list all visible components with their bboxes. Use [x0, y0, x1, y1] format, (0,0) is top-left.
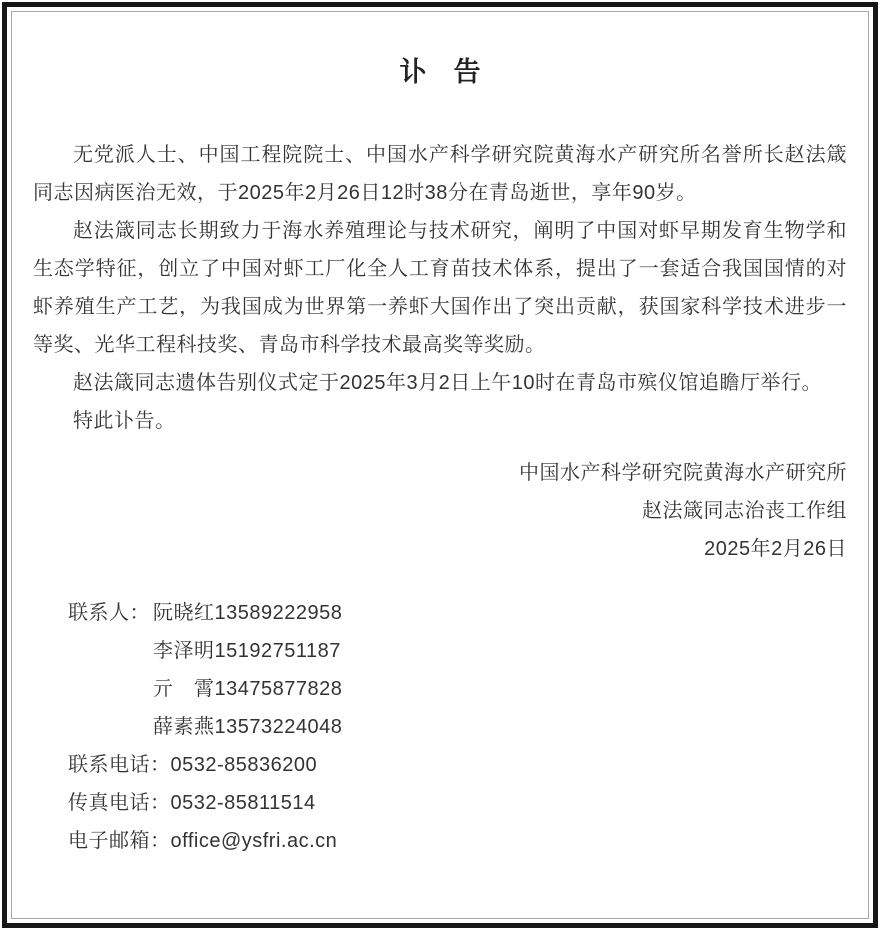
contact-phone-number: 0532-85836200 — [170, 754, 318, 776]
contact-person-row-4 — [68, 708, 847, 746]
document-content — [12, 12, 868, 860]
contact-person-row-1 — [68, 594, 847, 632]
contact-block — [33, 594, 847, 860]
contact-person-row-3 — [68, 670, 847, 708]
contact-fax-label: 传真电话： — [68, 792, 171, 814]
paragraph-closing: 特此讣告。 — [73, 410, 176, 432]
contact-fax-number: 0532-85811514 — [170, 792, 316, 814]
paragraph-death-announcement: 无党派人士、中国工程院院士、中国水产科学研究院黄海水产研究所名誉所长赵法箴同志因病医治无效，于2025年2月26日12时38分在青岛逝世，享年90岁。 — [33, 144, 847, 204]
paragraph-ceremony-arrangement: 赵法箴同志遗体告别仪式定于2025年3月2日上午10时在青岛市殡仪馆追瞻厅举行。 — [73, 372, 822, 394]
signature-organization: 中国水产科学研究院黄海水产研究所 — [519, 462, 847, 484]
contact-person-row-2 — [68, 632, 847, 670]
signature-date: 2025年2月26日 — [704, 538, 847, 560]
contact-fax-row — [68, 784, 847, 822]
contact-email-address: office@ysfri.ac.cn — [170, 830, 338, 852]
page-title: 讣 告 — [399, 57, 481, 87]
contact-person-3: 亓 霄13475877828 — [153, 678, 343, 700]
contact-email-label: 电子邮箱： — [68, 830, 171, 852]
inner-border-frame — [11, 11, 869, 919]
outer-border-frame — [2, 2, 878, 928]
contact-person-1: 阮晓红13589222958 — [153, 602, 343, 624]
contact-email-row — [68, 822, 847, 860]
contact-phone-label: 联系电话： — [68, 754, 171, 776]
contact-phone-row — [68, 746, 847, 784]
signature-working-group: 赵法箴同志治丧工作组 — [642, 500, 847, 522]
contact-person-4: 薛素燕13573224048 — [153, 716, 343, 738]
paragraph-achievements: 赵法箴同志长期致力于海水养殖理论与技术研究，阐明了中国对虾早期发育生物学和生态学特征，创立了中国对虾工厂化全人工育苗技术体系，提出了一套适合我国国情的对虾养殖生产工艺，为我国成为世界第一养虾大国作出了突出贡献，获国家科学技术进步一等奖、光华工程科技奖、青岛市科学技术最高奖等奖励。 — [33, 220, 847, 356]
signature-block — [33, 454, 847, 568]
contact-person-2: 李泽明15192751187 — [153, 640, 341, 662]
contact-person-label: 联系人： — [68, 602, 150, 624]
